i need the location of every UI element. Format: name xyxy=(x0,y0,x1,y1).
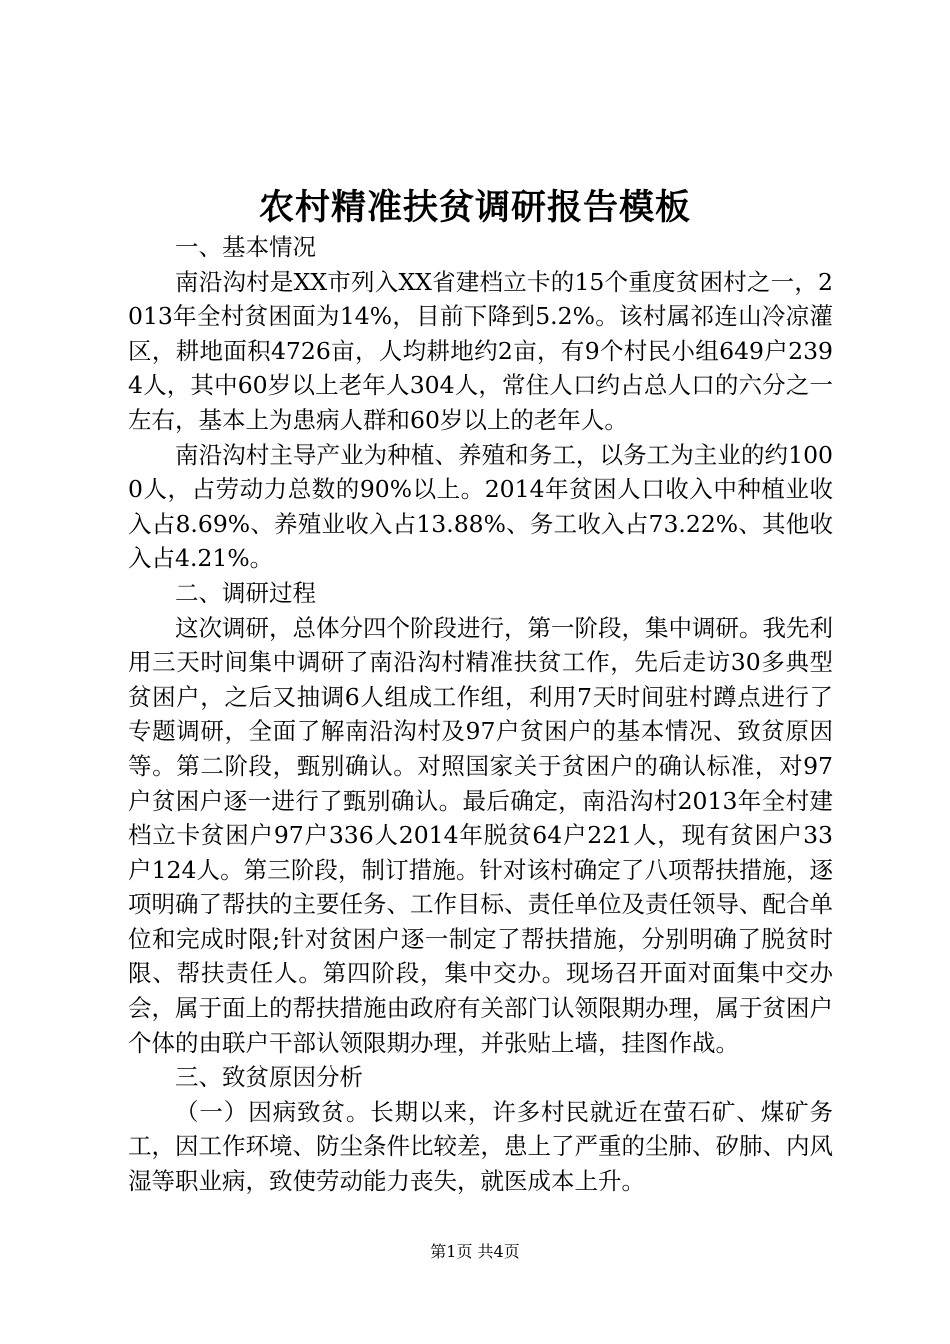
paragraph-village-overview: 南沿沟村是XX市列入XX省建档立卡的15个重度贫困村之一，2013年全村贫困面为14%，目前下降到5.2%。该村属祁连山冷凉灌区，耕地面积4726亩，人均耕地约2亩，有9个村民小组649户2394人，其中60岁以上老年人304人，常住人口约占总人口的六分之一左右，基本上为患病人群和60岁以上的老年人。 xyxy=(128,267,833,434)
paragraph-village-industry: 南沿沟村主导产业为种植、养殖和务工，以务工为主业的约1000人，占劳动力总数的90%以上。2014年贫困人口收入中种植业收入占8.69%、养殖业收入占13.88%、务工收入占73.22%、其他收入占4.21%。 xyxy=(128,440,833,573)
paragraph-illness-cause: （一）因病致贫。长期以来，许多村民就近在萤石矿、煤矿务工，因工作环境、防尘条件比较差，患上了严重的尘肺、矽肺、内风湿等职业病，致使劳动能力丧失，就医成本上升。 xyxy=(128,1097,833,1196)
page-footer: 第1页 共4页 xyxy=(430,1242,520,1261)
section-heading-research-process: 二、调研过程 xyxy=(175,578,316,607)
section-heading-basic-info: 一、基本情况 xyxy=(175,233,316,261)
document-title: 农村精准扶贫调研报告模板 xyxy=(258,187,691,228)
section-heading-poverty-causes: 三、致贫原因分析 xyxy=(175,1063,363,1092)
document-body xyxy=(128,230,833,1199)
paragraph-research-stages: 这次调研，总体分四个阶段进行，第一阶段，集中调研。我先利用三天时间集中调研了南沿沟村精准扶贫工作，先后走访30多典型贫困户，之后又抽调6人组成工作组，利用7天时间驻村蹲点进行了专题调研，全面了解南沿沟村及97户贫困户的基本情况、致贫原因等。第二阶段，甄别确认。对照国家关于贫困户的确认标准，对97户贫困户逐一进行了甄别确认。最后确定，南沿沟村2013年全村建档立卡贫困户97户336人2014年脱贫64户221人，现有贫困户33户124人。第三阶段，制订措施。针对该村确定了八项帮扶措施，逐项明确了帮扶的主要任务、工作目标、责任单位及责任领导、配合单位和完成时限;针对贫困户逐一制定了帮扶措施，分别明确了脱贫时限、帮扶责任人。第四阶段，集中交办。现场召开面对面集中交办会，属于面上的帮扶措施由政府有关部门认领限期办理，属于贫困户个体的由联户干部认领限期办理，并张贴上墙，挂图作战。 xyxy=(128,613,833,1057)
